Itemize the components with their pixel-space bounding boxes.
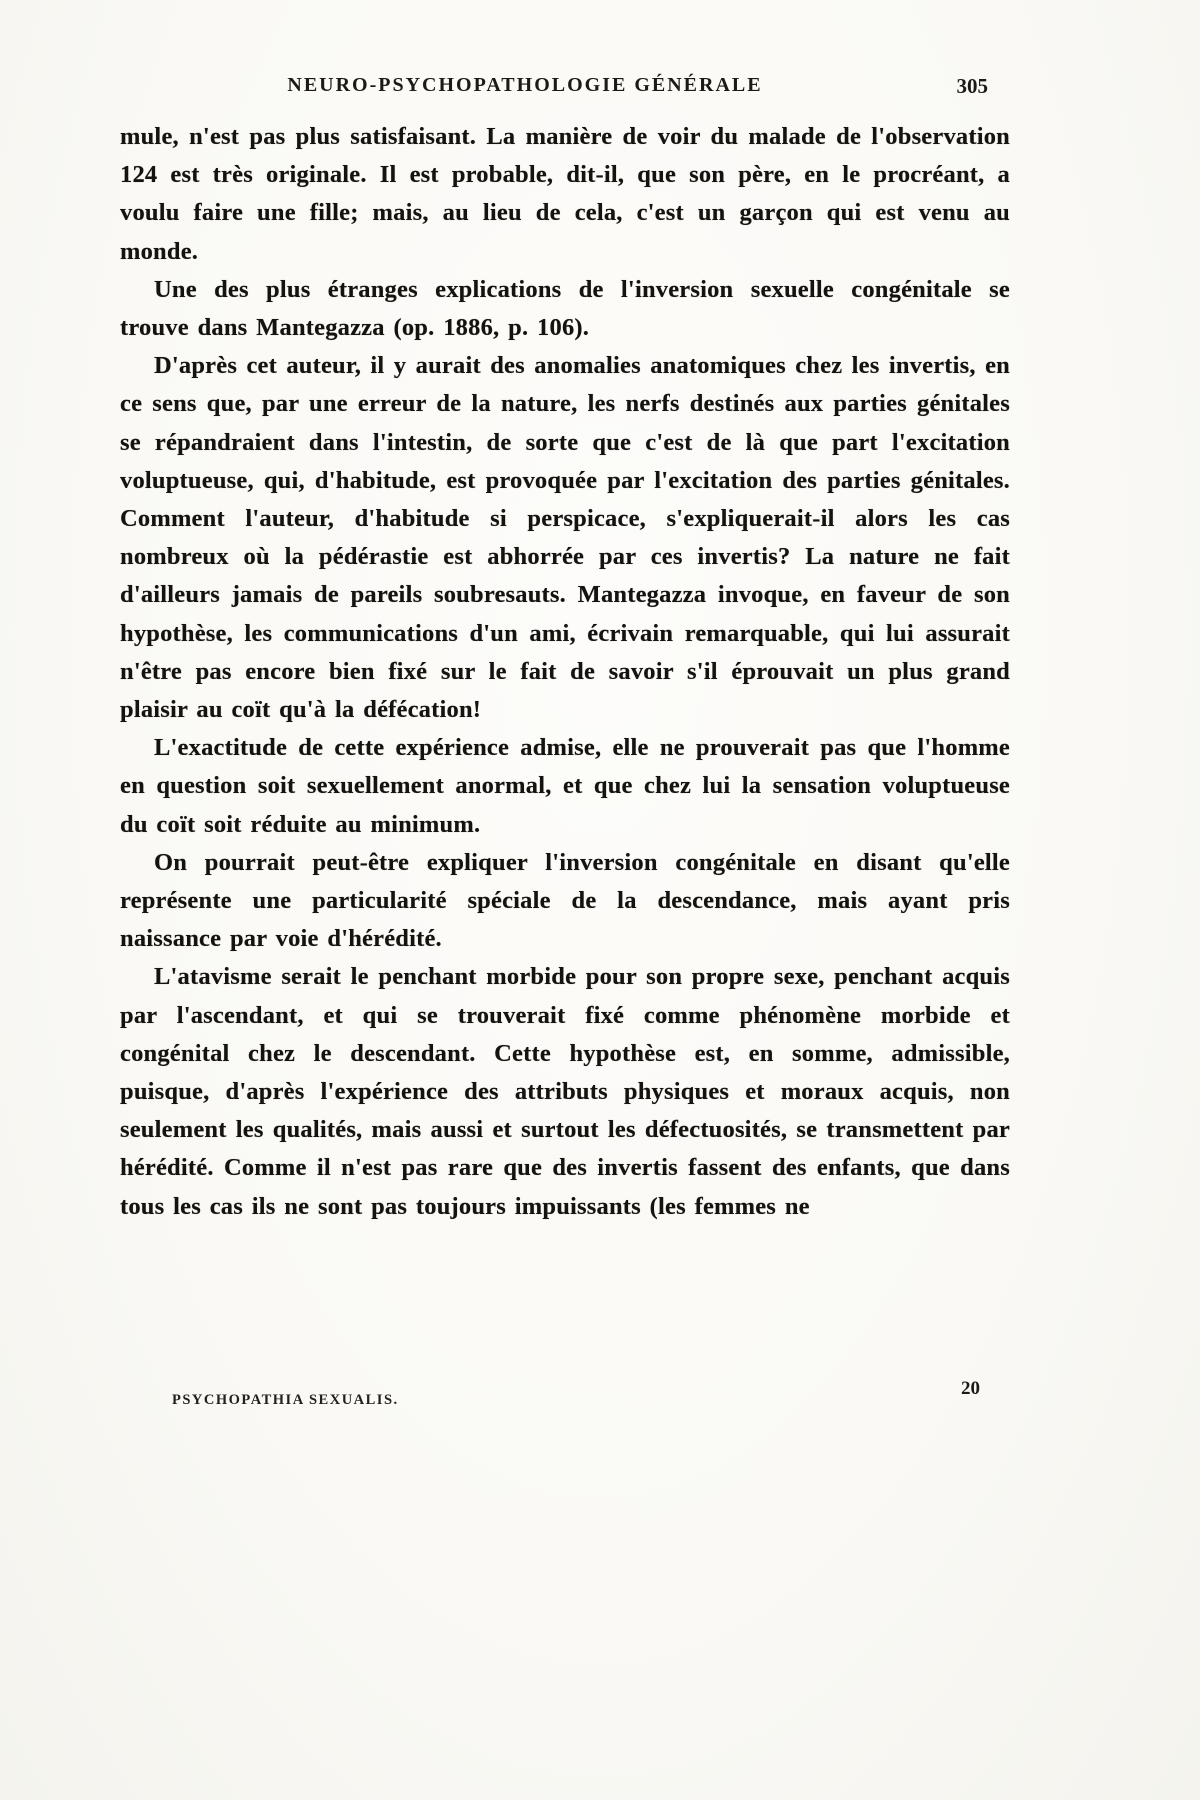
- paragraph: Une des plus étranges explications de l'inversion sexuelle congénitale se trouve dans Mantegazza (op. 1886, p. 106).: [120, 275, 1010, 342]
- paragraph: L'atavisme serait le penchant morbide pour son propre sexe, penchant acquis par l'ascendant, et qui se trouverait fixé comme phénomène morbide et congénital chez le descendant. Cette hypothèse est, en somme, admissible, puisque, d'après l'expérience des attributs physiques et moraux acquis, non seulement les qualités, mais aussi et surtout les défectuosités, se transmettent par hérédité. Comme il n'est pas rare que des invertis fassent des enfants, que dans tous les cas ils ne sont pas toujours impuissants (les femmes ne: [120, 963, 1010, 1220]
- paragraph: mule, n'est pas plus satisfaisant. La manière de voir du malade de l'observation 124 est très originale. Il est probable, dit-il, que son père, en le procréant, a voulu faire une fille; mais, au lieu de cela, c'est un garçon qui est venu au monde.: [120, 123, 1010, 265]
- running-header: [120, 74, 1010, 108]
- footer-signature: PSYCHOPATHIA SEXUALIS.: [172, 1392, 399, 1408]
- paragraph: D'après cet auteur, il y aurait des anomalies anatomiques chez les invertis, en ce sens que, par une erreur de la nature, les nerfs destinés aux parties génitales se répandraient dans l'intestin, de sorte que c'est de là que part l'excitation voluptueuse, qui, d'habitude, est provoquée par l'excitation des parties génitales. Comment l'auteur, d'habitude si perspicace, s'expliquerait-il alors les cas nombreux où la pédérastie est abhorrée par ces invertis? La nature ne fait d'ailleurs jamais de pareils soubresauts. Mantegazza invoque, en faveur de son hypothèse, les communications d'un ami, écrivain remarquable, qui lui assurait n'être pas encore bien fixé sur le fait de savoir s'il éprouvait un plus grand plaisir au coït qu'à la défécation!: [120, 352, 1010, 724]
- page-footer: [120, 1378, 1010, 1418]
- header-title: NEURO-PSYCHOPATHOLOGIE GÉNÉRALE: [287, 74, 763, 96]
- text-body: [120, 118, 1010, 1226]
- footer-sheet-number: 20: [961, 1378, 980, 1399]
- paragraph: L'exactitude de cette expérience admise, elle ne prouverait pas que l'homme en question soit sexuellement anormal, et que chez lui la sensation voluptueuse du coït soit réduite au minimum.: [120, 734, 1010, 838]
- page-number: 305: [956, 74, 988, 98]
- paragraph: On pourrait peut-être expliquer l'inversion congénitale en disant qu'elle représente une particularité spéciale de la descendance, mais ayant pris naissance par voie d'hérédité.: [120, 848, 1010, 953]
